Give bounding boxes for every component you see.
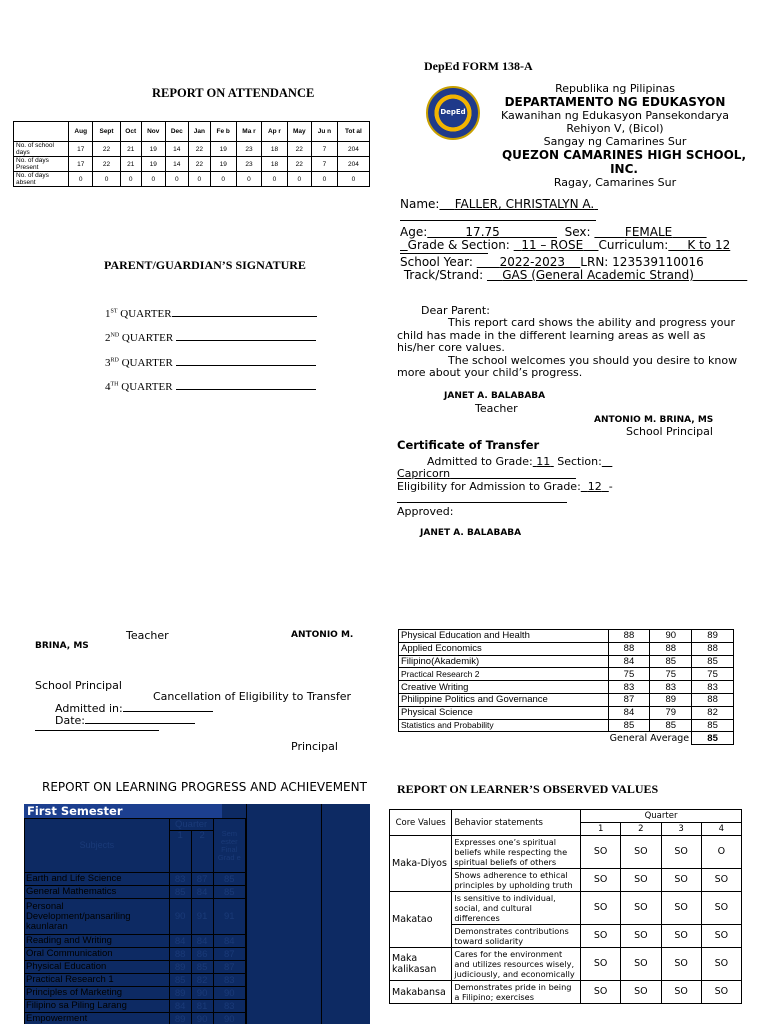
- school-header: [470, 82, 760, 190]
- grade-row: [400, 239, 750, 252]
- values-mark: SO: [581, 836, 621, 869]
- quarter-suffix: ND: [110, 332, 120, 339]
- month-header: Nov: [141, 122, 165, 142]
- attendance-row-label: No. of days absent: [14, 172, 69, 187]
- grade-subject: Creative Writing: [399, 681, 609, 694]
- signature-line: [35, 730, 159, 731]
- quarter-label: QUARTER: [119, 332, 174, 345]
- approved-label: Approved:: [397, 505, 454, 519]
- grade-q2: 85: [650, 655, 692, 668]
- eligibility-grade: 12: [587, 479, 602, 493]
- attendance-row: [14, 172, 370, 187]
- values-mark: SO: [701, 925, 741, 948]
- attendance-cell: 19: [210, 157, 236, 172]
- attendance-cell: 204: [337, 142, 369, 157]
- region-line: Rehiyon V, (Bicol): [566, 122, 664, 135]
- values-mark: SO: [581, 981, 621, 1004]
- first-semester-q2: 81: [191, 1000, 213, 1013]
- first-semester-subject: Principles of Marketing: [25, 987, 170, 1000]
- first-semester-row: [25, 987, 246, 1000]
- signature-line[interactable]: [176, 332, 316, 341]
- first-semester-q2: 87: [191, 873, 213, 886]
- month-header: Ma r: [236, 122, 262, 142]
- admitted-in-line[interactable]: [123, 703, 213, 712]
- first-semester-subject: Filipino sa Piling Larang: [25, 1000, 170, 1013]
- lower-principal-name-1: ANTONIO M.: [291, 630, 354, 640]
- quarter-header: Quarter: [169, 819, 213, 831]
- learning-title: REPORT ON LEARNING PROGRESS AND ACHIEVEMENT: [42, 780, 367, 794]
- grade-q2: 79: [650, 706, 692, 719]
- grade-subject: Physical Science: [399, 706, 609, 719]
- grade-final: 75: [692, 668, 734, 681]
- grade-row: [399, 706, 734, 719]
- general-average-label: General Average: [399, 732, 692, 745]
- first-semester-subject: Oral Communication: [25, 948, 170, 961]
- grade-row: [399, 630, 734, 643]
- attendance-cell: 18: [262, 157, 287, 172]
- signature-title: PARENT/GUARDIAN’S SIGNATURE: [104, 258, 306, 272]
- values-mark: SO: [661, 869, 701, 892]
- attendance-cell: 21: [120, 157, 141, 172]
- values-mark: SO: [661, 948, 701, 981]
- school-year-label: School Year:: [400, 255, 473, 269]
- observed-values-table: [389, 809, 742, 1004]
- eligibility-label: Eligibility for Admission to Grade:: [397, 479, 581, 493]
- grade-q1: 87: [608, 693, 650, 706]
- grade-q1: 84: [608, 706, 650, 719]
- values-quarter-number: 2: [621, 823, 661, 836]
- attendance-row: [14, 157, 370, 172]
- first-semester-row: [25, 974, 246, 987]
- values-quarter-number: 3: [661, 823, 701, 836]
- admitted-grade: 11: [536, 455, 551, 468]
- attendance-cell: 17: [69, 142, 93, 157]
- grade-q2: 88: [650, 642, 692, 655]
- grade-row: [399, 719, 734, 732]
- curriculum-label: Curriculum:: [598, 238, 669, 252]
- division-line: Sangay ng Camarines Sur: [543, 135, 687, 148]
- attendance-cell: 14: [165, 157, 188, 172]
- values-quarter-header: Quarter: [581, 810, 742, 823]
- values-mark: SO: [701, 981, 741, 1004]
- first-semester-final: 85: [213, 886, 245, 899]
- values-mark: SO: [581, 892, 621, 925]
- attendance-cell: 19: [141, 157, 165, 172]
- signature-line[interactable]: [176, 357, 316, 366]
- grade-final: 83: [692, 681, 734, 694]
- certificate-body: Admitted to Grade: 11 Section: Capricorn Eligibility for Admission to Grade: 12 - Approved:: [397, 456, 742, 519]
- attendance-cell: 0: [262, 172, 287, 187]
- attendance-cell: 0: [141, 172, 165, 187]
- grade-row: [399, 642, 734, 655]
- month-header: Dec: [165, 122, 188, 142]
- parent-letter: [397, 305, 742, 379]
- teacher-name: JANET A. BALABABA: [444, 391, 546, 401]
- month-header: Fe b: [210, 122, 236, 142]
- grade-final: 85: [692, 719, 734, 732]
- track-value: GAS (General Academic Strand): [502, 268, 694, 282]
- attendance-row: [14, 142, 370, 157]
- first-semester-q1: 85: [169, 974, 191, 987]
- attendance-cell: 23: [236, 142, 262, 157]
- admitted-label: Admitted to Grade:: [427, 455, 533, 468]
- grade-final: 89: [692, 630, 734, 643]
- values-mark: SO: [621, 925, 661, 948]
- attendance-cell: 0: [287, 172, 312, 187]
- grade-final: 85: [692, 655, 734, 668]
- first-semester-final: 87: [213, 948, 245, 961]
- values-row: [390, 948, 742, 981]
- attendance-row-label: No. of school days: [14, 142, 69, 157]
- month-header: Aug: [69, 122, 93, 142]
- grade-final: 82: [692, 706, 734, 719]
- second-semester-grades-table: [398, 629, 734, 745]
- first-semester-row: [25, 935, 246, 948]
- date-label: Date:: [55, 714, 85, 727]
- curriculum-value: K to 12: [687, 238, 731, 252]
- behavior-statement: Cares for the environment and utilizes resources wisely, judiciously, and economically: [452, 948, 581, 981]
- bureau-line: Kawanihan ng Edukasyon Pansekondarya: [501, 109, 729, 122]
- first-semester-row: [25, 886, 246, 899]
- signature-quarter-list: [105, 308, 317, 405]
- first-semester-row: [25, 948, 246, 961]
- quarter-label: QUARTER: [117, 308, 172, 320]
- first-semester-final: 90: [213, 987, 245, 1000]
- grade-final: 88: [692, 693, 734, 706]
- age-value: 17.75: [465, 225, 500, 239]
- month-header: Sept: [93, 122, 120, 142]
- grade-subject: Applied Economics: [399, 642, 609, 655]
- core-value-label: Makatao: [390, 892, 452, 948]
- attendance-cell: 0: [337, 172, 369, 187]
- first-semester-row: [25, 899, 246, 935]
- approver-name: JANET A. BALABABA: [420, 528, 522, 538]
- behavior-statement: Demonstrates pride in being a Filipino; exercises: [452, 981, 581, 1004]
- cancellation-fields: [55, 703, 213, 727]
- values-mark: SO: [701, 869, 741, 892]
- month-header: Ju n: [312, 122, 338, 142]
- values-quarter-number: 4: [701, 823, 741, 836]
- grade-q1: 75: [608, 668, 650, 681]
- values-mark: SO: [661, 925, 701, 948]
- first-semester-row: [25, 961, 246, 974]
- first-semester-q1: 90: [169, 899, 191, 935]
- first-semester-q1: 89: [169, 961, 191, 974]
- attendance-cell: 0: [210, 172, 236, 187]
- letter-paragraph-2: The school welcomes you should you desire to know more about your child’s progress.: [397, 353, 738, 380]
- values-mark: SO: [621, 981, 661, 1004]
- grade-q2: 83: [650, 681, 692, 694]
- attendance-cell: 21: [120, 142, 141, 157]
- attendance-cell: 22: [188, 142, 210, 157]
- name-row: [400, 198, 750, 211]
- first-semester-label: First Semester: [24, 804, 222, 818]
- values-mark: SO: [581, 925, 621, 948]
- behavior-statement: Shows adherence to ethical principles by upholding truth: [452, 869, 581, 892]
- lower-school-principal: School Principal: [35, 679, 122, 692]
- first-semester-final: 91: [213, 899, 245, 935]
- q2-header: 2: [191, 831, 213, 873]
- values-mark: SO: [661, 836, 701, 869]
- quarter-number: 3: [105, 356, 111, 369]
- lrn-label: LRN:: [580, 255, 609, 269]
- school-name: QUEZON CAMARINES HIGH SCHOOL, INC.: [501, 148, 747, 176]
- attendance-cell: 7: [312, 157, 338, 172]
- date-line[interactable]: [85, 715, 195, 724]
- signature-quarter-row: [105, 332, 317, 356]
- values-row: [390, 981, 742, 1004]
- values-mark: O: [701, 836, 741, 869]
- first-semester-q2: 85: [191, 961, 213, 974]
- behavior-statement: Demonstrates contributions toward solidarity: [452, 925, 581, 948]
- q1-header: 1: [169, 831, 191, 873]
- grade-q2: 89: [650, 693, 692, 706]
- grade-q1: 85: [608, 719, 650, 732]
- first-semester-final: 85: [213, 873, 245, 886]
- first-semester-q2: 84: [191, 886, 213, 899]
- age-label: Age:: [400, 225, 428, 239]
- grade-subject: Filipino(Akademik): [399, 655, 609, 668]
- certificate-title: Certificate of Transfer: [397, 438, 540, 452]
- quarter-label: QUARTER: [118, 356, 173, 369]
- principal-name: ANTONIO M. BRINA, MS: [594, 415, 714, 425]
- grade-q1: 88: [608, 630, 650, 643]
- quarter-number: 4: [105, 380, 111, 393]
- seal-text: DepEd: [440, 108, 466, 116]
- values-mark: SO: [621, 948, 661, 981]
- department-line: DEPARTAMENTO NG EDUKASYON: [504, 95, 726, 109]
- attendance-cell: 0: [120, 172, 141, 187]
- first-semester-final: 83: [213, 974, 245, 987]
- attendance-corner: [14, 122, 69, 142]
- grade-section-value: 11 – ROSE: [521, 238, 584, 252]
- first-semester-final: 83: [213, 1000, 245, 1013]
- first-semester-row: [25, 1000, 246, 1013]
- grade-row: [399, 681, 734, 694]
- first-semester-row: [25, 1013, 246, 1024]
- grade-subject: Statistics and Probability: [399, 719, 609, 732]
- attendance-cell: 22: [287, 157, 312, 172]
- section-label: Section:: [557, 455, 602, 468]
- first-semester-q2: 91: [191, 899, 213, 935]
- grade-subject: Practical Research 2: [399, 668, 609, 681]
- attendance-cell: 0: [312, 172, 338, 187]
- values-mark: SO: [621, 869, 661, 892]
- attendance-cell: 19: [141, 142, 165, 157]
- lower-principal-name-2: BRINA, MS: [35, 641, 89, 651]
- teacher-title: Teacher: [475, 402, 518, 415]
- core-value-label: Maka kalikasan: [390, 948, 452, 981]
- values-mark: SO: [581, 948, 621, 981]
- location-line: Ragay, Camarines Sur: [553, 176, 677, 189]
- first-semester-q2: 82: [191, 974, 213, 987]
- grade-final: 88: [692, 642, 734, 655]
- attendance-title: REPORT ON ATTENDANCE: [152, 86, 315, 100]
- quarter-suffix: TH: [110, 381, 119, 388]
- attendance-cell: 18: [262, 142, 287, 157]
- attendance-cell: 22: [188, 157, 210, 172]
- letter-salutation: Dear Parent:: [421, 304, 490, 317]
- attendance-cell: 17: [69, 157, 93, 172]
- lrn-value: 123539110016: [612, 255, 704, 269]
- first-semester-final: 87: [213, 961, 245, 974]
- grade-row: [399, 693, 734, 706]
- first-semester-row: [25, 873, 246, 886]
- signature-quarter-row: [105, 381, 317, 405]
- attendance-cell: 22: [287, 142, 312, 157]
- first-semester-subject: General Mathematics: [25, 886, 170, 899]
- student-name: FALLER, CHRISTALYN A.: [454, 197, 595, 211]
- attendance-cell: 7: [312, 142, 338, 157]
- values-mark: SO: [661, 892, 701, 925]
- first-semester-q2: 90: [191, 987, 213, 1000]
- month-header: Oct: [120, 122, 141, 142]
- republic-line: Republika ng Pilipinas: [555, 82, 675, 95]
- grade-q2: 85: [650, 719, 692, 732]
- letter-paragraph-1: This report card shows the ability and progress your child has made in the different learning areas as well as his/her core values.: [397, 316, 735, 355]
- first-semester-q1: 83: [169, 873, 191, 886]
- cancellation-title: Cancellation of Eligibility to Transfer: [153, 690, 352, 703]
- quarter-suffix: RD: [110, 356, 119, 363]
- first-semester-q2: 90: [191, 1013, 213, 1024]
- values-row: [390, 836, 742, 869]
- attendance-cell: 0: [236, 172, 262, 187]
- section-value: Capricorn: [397, 467, 451, 481]
- first-semester-subject: Reading and Writing: [25, 935, 170, 948]
- first-semester-subject: Earth and Life Science: [25, 873, 170, 886]
- first-semester-final: 90: [213, 1013, 245, 1024]
- attendance-cell: 14: [165, 142, 188, 157]
- values-mark: SO: [621, 892, 661, 925]
- first-semester-q1: 89: [169, 987, 191, 1000]
- school-year-value: 2022-2023: [499, 255, 566, 269]
- values-mark: SO: [701, 948, 741, 981]
- grade-q2: 90: [650, 630, 692, 643]
- form-id: DepEd FORM 138-A: [424, 59, 533, 73]
- month-header: Jan: [188, 122, 210, 142]
- values-mark: SO: [661, 981, 701, 1004]
- values-mark: SO: [701, 892, 741, 925]
- first-semester-subject: Empowerment: [25, 1013, 170, 1024]
- first-semester-table: [24, 818, 246, 1024]
- first-semester-panel: [24, 804, 370, 1024]
- quarter-number: 1: [105, 308, 111, 320]
- first-semester-q1: 89: [169, 1013, 191, 1024]
- attendance-cell: 0: [93, 172, 120, 187]
- grade-q2: 75: [650, 668, 692, 681]
- name-label: Name:: [400, 197, 440, 211]
- attendance-cell: 19: [210, 142, 236, 157]
- month-header: May: [287, 122, 312, 142]
- general-average-value: 85: [692, 732, 734, 745]
- attendance-row-label: No. of days Present: [14, 157, 69, 172]
- attendance-cell: 0: [69, 172, 93, 187]
- signature-line[interactable]: [172, 308, 317, 317]
- first-semester-subject: Personal Development/pansariling kaunlaran: [25, 899, 170, 935]
- quarter-number: 2: [105, 332, 111, 345]
- principal-title: School Principal: [626, 425, 713, 438]
- grade-subject: Philippine Politics and Governance: [399, 693, 609, 706]
- sex-value: FEMALE: [624, 225, 673, 239]
- first-semester-q2: 84: [191, 935, 213, 948]
- behavior-header: Behavior statements: [452, 810, 581, 836]
- attendance-table: [13, 121, 370, 187]
- student-info: [400, 198, 750, 282]
- grade-q1: 88: [608, 642, 650, 655]
- track-label: Track/Strand:: [403, 268, 484, 282]
- grade-q1: 84: [608, 655, 650, 668]
- final-grade-header: Sem ester Final Grad e: [213, 819, 245, 873]
- behavior-statement: Expresses one’s spiritual beliefs while respecting the spiritual beliefs of others: [452, 836, 581, 869]
- signature-quarter-row: [105, 357, 317, 381]
- month-header: Tot al: [337, 122, 369, 142]
- values-row: [390, 892, 742, 925]
- attendance-cell: 22: [93, 157, 120, 172]
- subjects-header: Subjects: [25, 819, 170, 873]
- sex-label: Sex:: [564, 225, 591, 239]
- admitted-in-label: Admitted in:: [55, 702, 123, 715]
- core-value-label: Maka-Diyos: [390, 836, 452, 892]
- behavior-statement: Is sensitive to individual, social, and cultural differences: [452, 892, 581, 925]
- values-quarter-number: 1: [581, 823, 621, 836]
- grade-q1: 83: [608, 681, 650, 694]
- first-semester-subject: Practical Research 1: [25, 974, 170, 987]
- grade-label: Grade & Section:: [407, 238, 510, 252]
- general-average-row: [399, 732, 734, 745]
- attendance-cell: 0: [188, 172, 210, 187]
- grade-row: [399, 668, 734, 681]
- quarter-suffix: ST: [110, 308, 118, 315]
- values-mark: SO: [621, 836, 661, 869]
- attendance-cell: 204: [337, 157, 369, 172]
- first-semester-q1: 84: [169, 935, 191, 948]
- lower-principal-label: Principal: [291, 740, 338, 753]
- quarter-label: QUARTER: [118, 380, 173, 393]
- first-semester-q2: 86: [191, 948, 213, 961]
- signature-line[interactable]: [176, 381, 316, 390]
- lower-teacher-label: Teacher: [126, 629, 169, 642]
- attendance-cell: 0: [165, 172, 188, 187]
- core-value-label: Makabansa: [390, 981, 452, 1004]
- signature-quarter-row: [105, 308, 317, 332]
- first-semester-q1: 84: [169, 1000, 191, 1013]
- grade-row: [399, 655, 734, 668]
- values-title: REPORT ON LEARNER’S OBSERVED VALUES: [397, 782, 659, 796]
- first-semester-q1: 88: [169, 948, 191, 961]
- first-semester-final: 84: [213, 935, 245, 948]
- attendance-cell: 23: [236, 157, 262, 172]
- attendance-cell: 22: [93, 142, 120, 157]
- first-semester-q1: 85: [169, 886, 191, 899]
- first-semester-subject: Physical Education: [25, 961, 170, 974]
- values-mark: SO: [581, 869, 621, 892]
- core-values-header: Core Values: [390, 810, 452, 836]
- track-row: [400, 269, 750, 282]
- grade-subject: Physical Education and Health: [399, 630, 609, 643]
- month-header: Ap r: [262, 122, 287, 142]
